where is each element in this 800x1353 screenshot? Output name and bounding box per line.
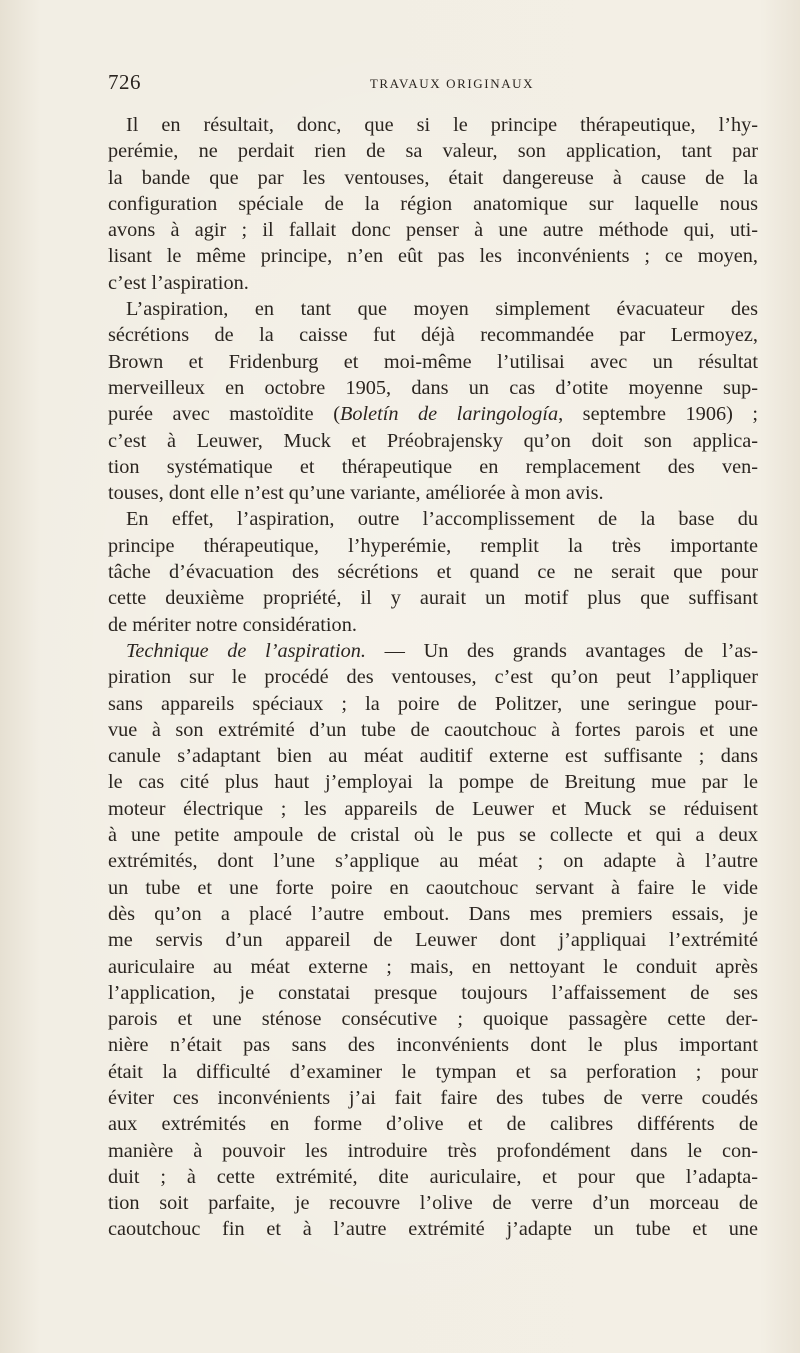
- text-line: cette deuxième propriété, il y aurait un motif plus que suffisant: [108, 587, 758, 610]
- text-line: le cas cité plus haut j’employai la pompe de Breitung mue par le: [108, 771, 758, 794]
- text-line: touses, dont elle n’est qu’une variante, améliorée à mon avis.: [108, 482, 604, 505]
- text-line: piration sur le procédé des ventouses, c’est qu’on peut l’appliquer: [108, 666, 758, 689]
- text-line: principe thérapeutique, l’hyperémie, remplit la très importante: [108, 534, 758, 557]
- text-line: me servis d’un appareil de Leuwer dont j’appliquai l’extrémité: [108, 929, 758, 952]
- text-line: Technique de l’aspiration. — Un des grands avantages de l’as-: [126, 639, 758, 662]
- italic-phrase: Boletín de laringología: [339, 403, 559, 426]
- text-line: avons à agir ; il fallait donc penser à une autre méthode qui, uti-: [108, 219, 758, 242]
- text-line: L’aspiration, en tant que moyen simplement évacuateur des: [126, 298, 758, 321]
- text-line: tâche d’évacuation des sécrétions et quand ce ne serait que pour: [108, 561, 758, 584]
- text-line: sans appareils spéciaux ; la poire de Politzer, une seringue pour-: [108, 692, 758, 715]
- text-line: merveilleux en octobre 1905, dans un cas d’otite moyenne sup-: [108, 376, 758, 399]
- text-line: manière à pouvoir les introduire très profondément dans le con-: [108, 1139, 758, 1162]
- text-line: Brown et Fridenburg et moi-même l’utilisai avec un résultat: [108, 350, 758, 373]
- body-text: [108, 112, 758, 1243]
- text-line: caoutchouc fin et à l’autre extrémité j’adapte un tube et une: [108, 1218, 758, 1241]
- text-line: à une petite ampoule de cristal où le pus se collecte et qui a deux: [108, 824, 758, 847]
- text-line: tion soit parfaite, je recouvre l’olive de verre d’un morceau de: [108, 1192, 758, 1215]
- text-line: c’est à Leuwer, Muck et Préobrajensky qu’on doit son applica-: [108, 429, 758, 452]
- text-line: de mériter notre considération.: [108, 613, 357, 636]
- text-line: perémie, ne perdait rien de sa valeur, son application, tant par: [108, 140, 758, 163]
- page-number: 726: [108, 70, 141, 94]
- page-header: [108, 70, 756, 98]
- text-line: c’est l’aspiration.: [108, 271, 249, 294]
- text-line: la bande que par les ventouses, était dangereuse à cause de la: [108, 166, 758, 189]
- text-line: tion systématique et thérapeutique en remplacement des ven-: [108, 455, 758, 478]
- text-line: éviter ces inconvénients j’ai fait faire des tubes de verre coudés: [108, 1086, 758, 1109]
- text-line: Il en résultait, donc, que si le principe thérapeutique, l’hy-: [126, 114, 758, 136]
- text-line: auriculaire au méat externe ; mais, en nettoyant le conduit après: [108, 955, 758, 978]
- text-line: vue à son extrémité d’un tube de caoutchouc à fortes parois et une: [108, 718, 758, 741]
- text-line: était la difficulté d’examiner le tympan et sa perforation ; pour: [108, 1060, 758, 1083]
- text-line: canule s’adaptant bien au méat auditif externe est suffisante ; dans: [108, 745, 758, 768]
- text-line: extrémités, dont l’une s’applique au méat ; on adapte à l’autre: [108, 850, 758, 873]
- text-line: parois et une sténose consécutive ; quoique passagère cette der-: [108, 1008, 758, 1031]
- text-line: duit ; à cette extrémité, dite auriculaire, et pour que l’adapta-: [108, 1165, 758, 1188]
- text-line: purée avec mastoïdite (Boletín de laringología, septembre 1906) ;: [108, 403, 758, 426]
- text-line: lisant le même principe, n’en eût pas les inconvénients ; ce moyen,: [108, 245, 758, 268]
- text-line: nière n’était pas sans des inconvénients dont le plus important: [108, 1034, 758, 1057]
- italic-phrase: Technique de l’aspiration.: [126, 639, 366, 662]
- text-line: configuration spéciale de la région anatomique sur laquelle nous: [108, 192, 758, 215]
- text-line: un tube et une forte poire en caoutchouc servant à faire le vide: [108, 876, 758, 899]
- text-line: En effet, l’aspiration, outre l’accomplissement de la base du: [126, 508, 758, 531]
- text-line: moteur électrique ; les appareils de Leuwer et Muck se réduisent: [108, 797, 758, 820]
- text-line: aux extrémités en forme d’olive et de calibres différents de: [108, 1113, 758, 1136]
- text-line: dès qu’on a placé l’autre embout. Dans mes premiers essais, je: [108, 902, 758, 925]
- text-line: sécrétions de la caisse fut déjà recommandée par Lermoyez,: [108, 324, 758, 347]
- running-head: TRAVAUX ORIGINAUX: [369, 76, 535, 91]
- text-line: l’application, je constatai presque toujours l’affaissement de ses: [108, 981, 758, 1004]
